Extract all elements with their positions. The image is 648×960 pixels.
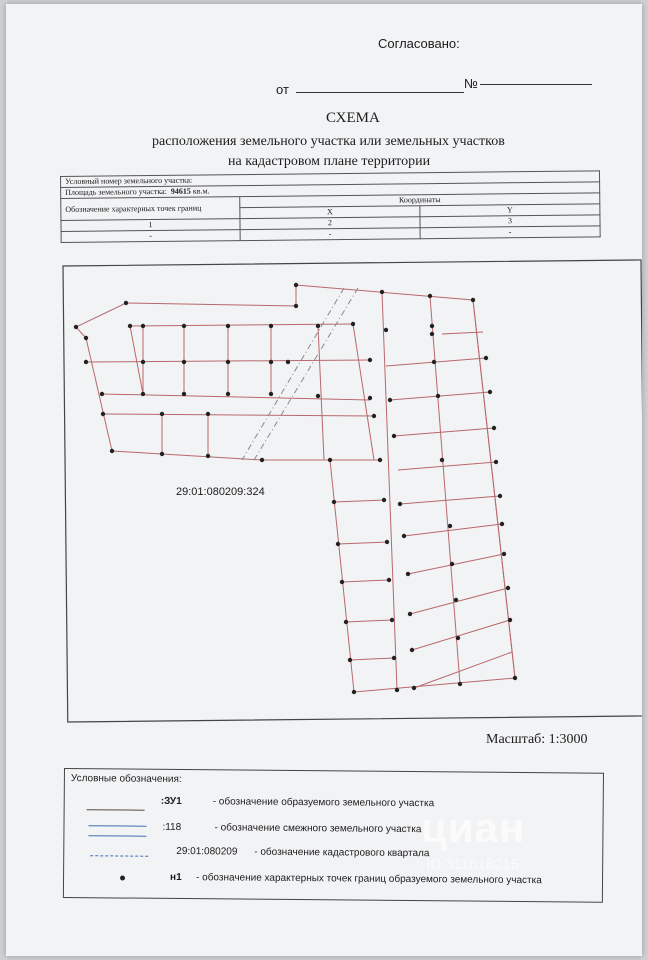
legend-line-kvartal bbox=[90, 855, 148, 857]
points-header: Обозначение характерных точек границ bbox=[61, 197, 240, 221]
from-label: от bbox=[276, 82, 289, 97]
legend-symbol-parcel: :ЗУ1 bbox=[160, 795, 182, 808]
number-label: № bbox=[464, 76, 478, 91]
legend-title: Условные обозначения: bbox=[70, 773, 182, 786]
legend-symbol-points: н1 bbox=[170, 871, 182, 884]
col-number-2: 2 bbox=[240, 217, 420, 230]
watermark-brand: циан bbox=[421, 804, 526, 851]
col-number-1: 1 bbox=[61, 219, 240, 232]
document-sheet bbox=[6, 4, 642, 956]
x-header: X bbox=[240, 206, 420, 219]
parcel-outline bbox=[76, 285, 515, 692]
legend-point-dot bbox=[120, 875, 125, 880]
area-unit: кв.м. bbox=[192, 186, 210, 196]
area-value: 94615 bbox=[170, 186, 191, 196]
plan-frame bbox=[63, 260, 642, 722]
conditional-number-label: Условный номер земельного участка: bbox=[65, 175, 193, 186]
watermark-id: ID 311618215 bbox=[426, 856, 520, 873]
legend-text-points: - обозначение характерных точек границ образуемого земельного участка bbox=[196, 872, 542, 887]
area-label: Площадь земельного участка: bbox=[65, 186, 167, 197]
boundary-points bbox=[74, 283, 517, 694]
row-value-2: - bbox=[240, 228, 420, 241]
y-header: Y bbox=[420, 204, 600, 217]
row-value-3: - bbox=[420, 226, 600, 239]
scale-label: Масштаб: 1:3000 bbox=[486, 732, 588, 747]
legend-symbol-kvartal: 29:01:080209 bbox=[176, 845, 238, 858]
col-number-3: 3 bbox=[420, 215, 600, 228]
document-subtitle-2: на кадастровом плане территории bbox=[228, 154, 431, 169]
approved-label: Согласовано: bbox=[378, 36, 460, 51]
legend-text-adjacent: - обозначение смежного земельного участка bbox=[214, 822, 422, 836]
legend-text-kvartal: - обозначение кадастрового квартала bbox=[254, 846, 430, 860]
parcel-boundaries bbox=[76, 285, 515, 692]
coordinates-header: Координаты bbox=[240, 193, 600, 208]
parcel-label: 29:01:080209:324 bbox=[176, 486, 265, 498]
row-value-1: - bbox=[61, 230, 240, 243]
legend-line-adjacent-2 bbox=[88, 835, 146, 837]
legend-text-parcel: - обозначение образуемого земельного участка bbox=[212, 796, 435, 810]
document-title: СХЕМА bbox=[326, 110, 380, 126]
legend-line-parcel bbox=[87, 809, 145, 811]
document-subtitle-1: расположения земельного участка или земельных участков bbox=[152, 134, 505, 149]
legend-symbol-adjacent: :118 bbox=[162, 821, 182, 834]
legend-line-adjacent bbox=[88, 825, 146, 827]
